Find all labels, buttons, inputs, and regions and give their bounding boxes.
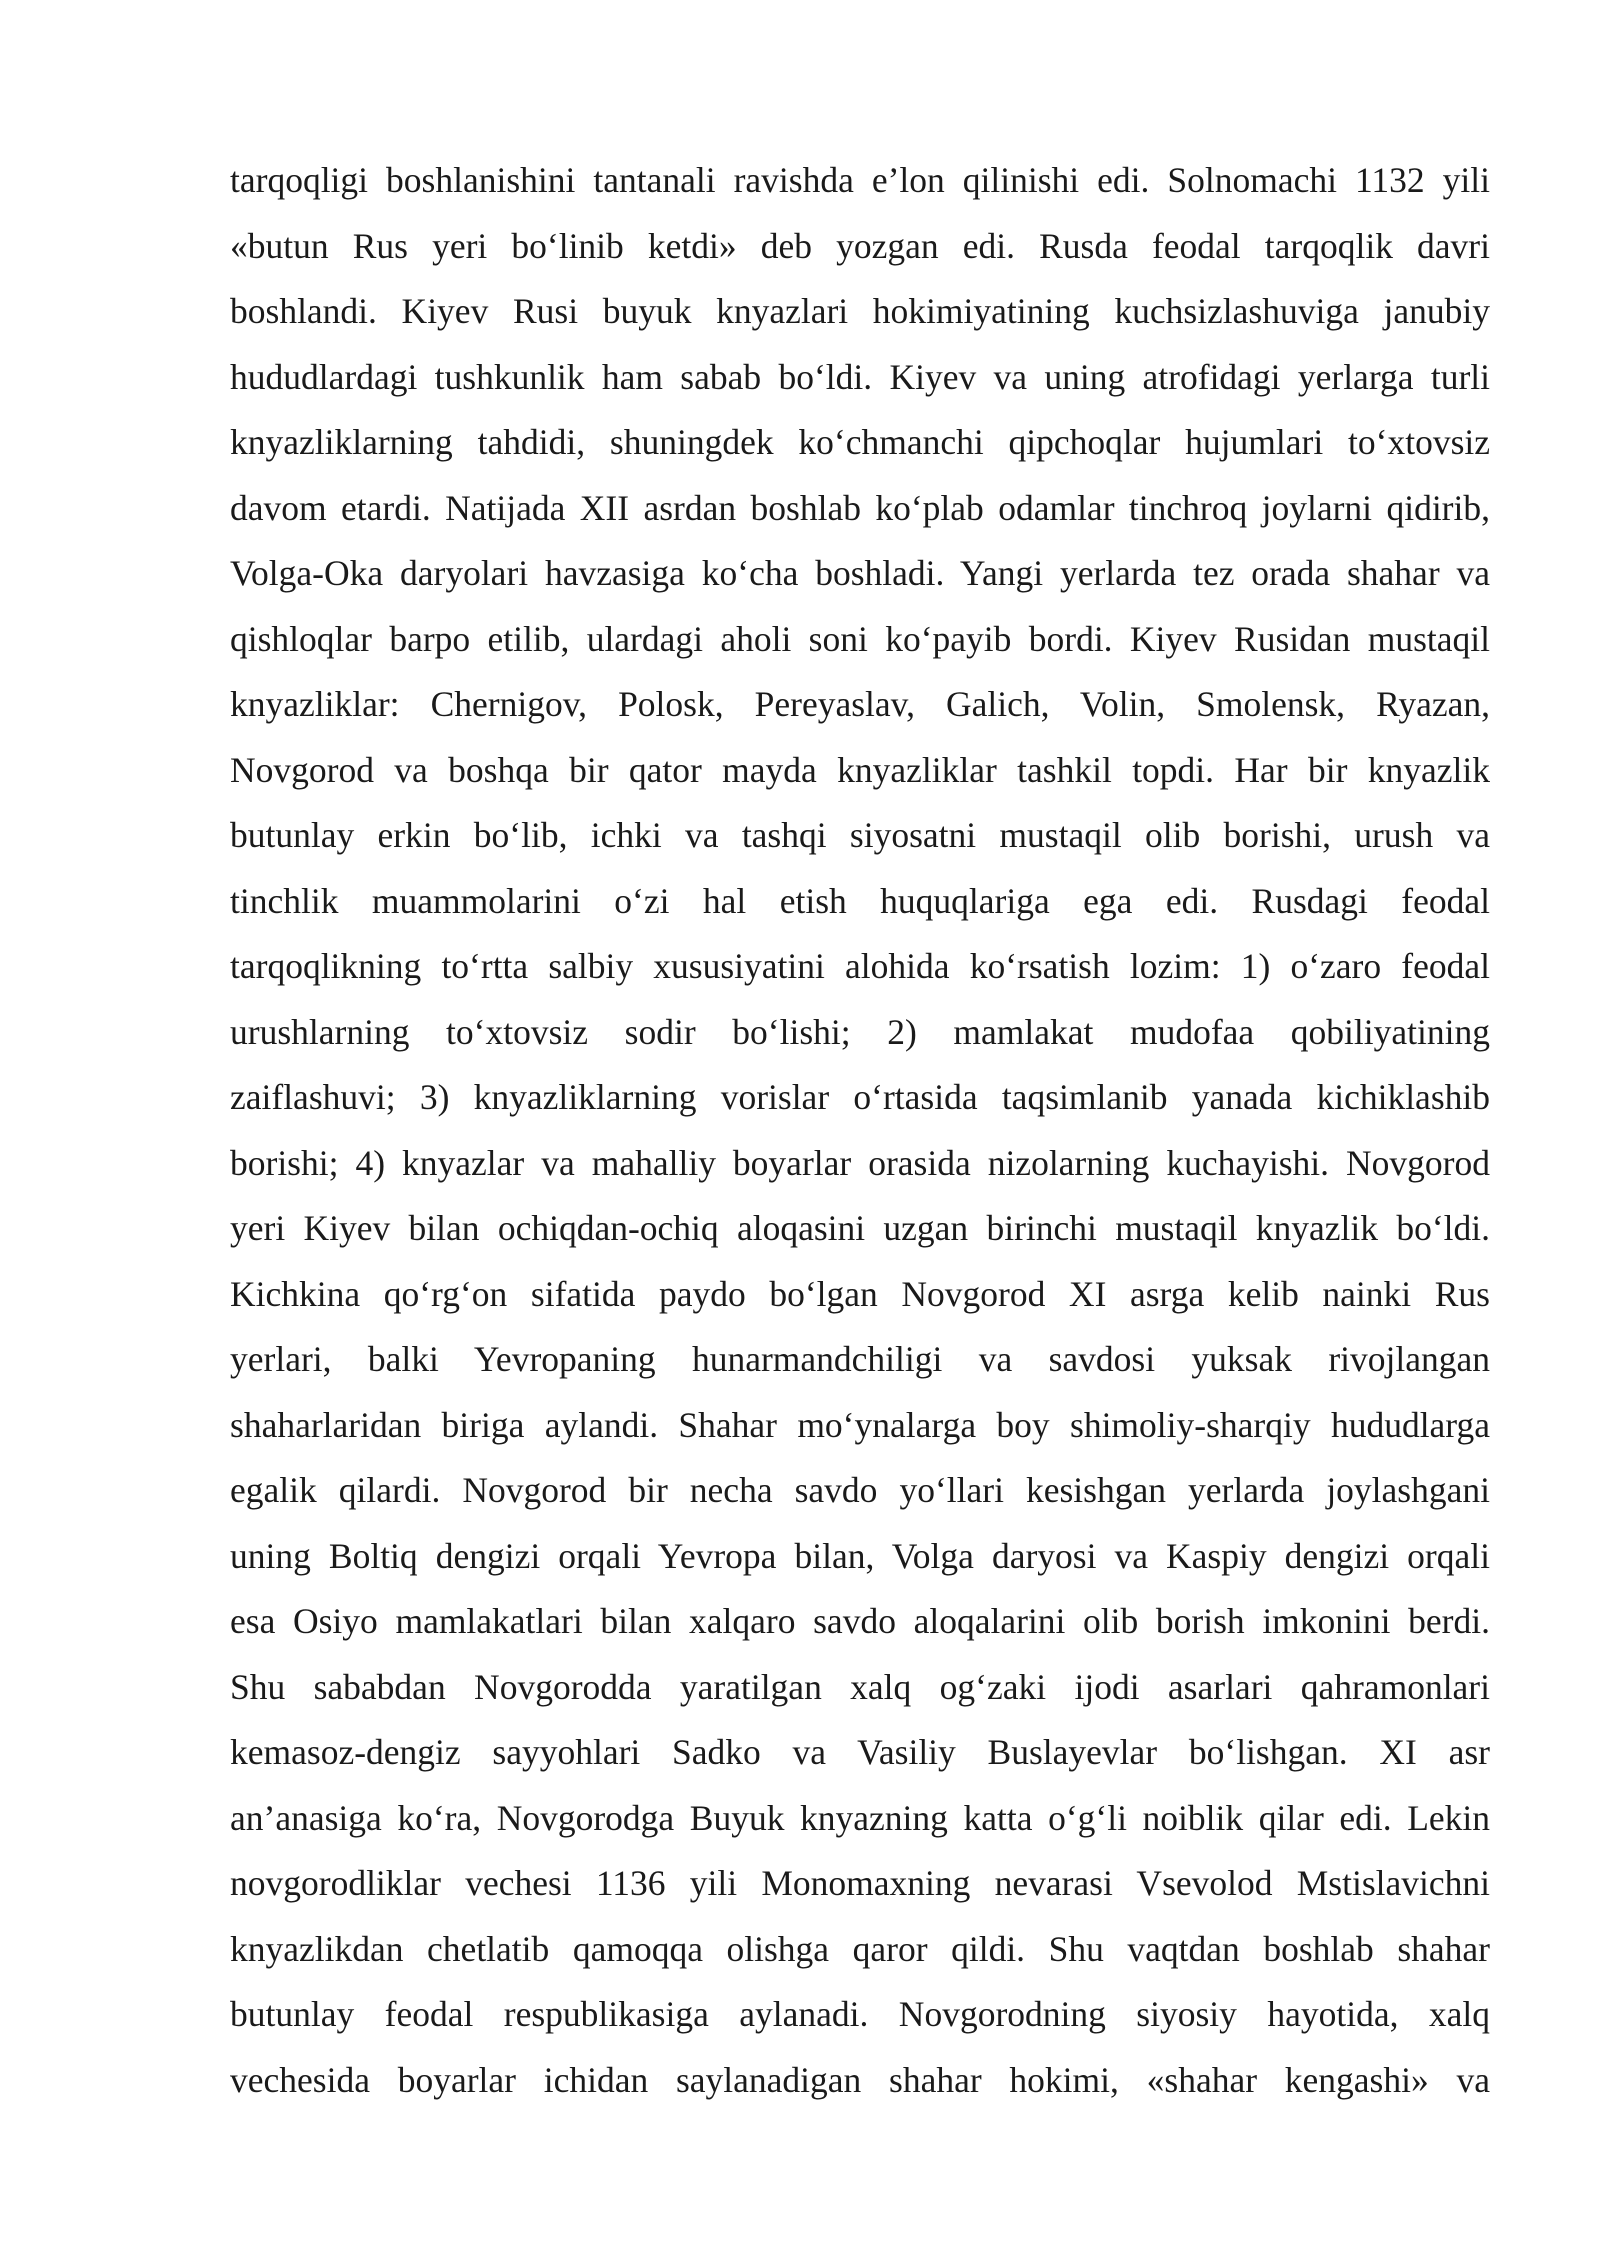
text-line: knyazliklar: Chernigov, Polosk, Pereyaslav, Galich, Volin, Smolensk, Ryazan, (230, 684, 1490, 724)
text-line: «butun Rus yeri bo‘linib ketdi» deb yozgan edi. Rusda feodal tarqoqlik davri (230, 225, 1490, 266)
text-line: esa Osiyo mamlakatlari bilan xalqaro savdo aloqalarini olib borish imkonini berdi. (230, 1601, 1490, 1641)
text-line: zaiflashuvi; 3) knyazliklarning vorislar o‘rtasida taqsimlanib yanada kichiklashib (230, 1077, 1490, 1117)
text-line: qishloqlar barpo etilib, ulardagi aholi soni ko‘payib bordi. Kiyev Rusidan mustaqil (230, 618, 1490, 659)
text-line: Novgorod va boshqa bir qator mayda knyazliklar tashkil topdi. Har bir knyazlik (230, 749, 1490, 790)
text-line: davom etardi. Natijada XII asrdan boshlab ko‘plab odamlar tinchroq joylarni qidirib, (230, 487, 1490, 528)
text-line: urushlarning to‘xtovsiz sodir bo‘lishi; 2) mamlakat mudofaa qobiliyatining (230, 1011, 1490, 1052)
text-line: an’anasiga ko‘ra, Novgorodga Buyuk knyazning katta o‘g‘li noiblik qilar edi. Lekin (230, 1797, 1490, 1838)
body-text (230, 148, 1490, 2113)
text-line: yerlari, balki Yevropaning hunarmandchiligi va savdosi yuksak rivojlangan (230, 1339, 1490, 1379)
text-line: uning Boltiq dengizi orqali Yevropa bilan, Volga daryosi va Kaspiy dengizi orqali (230, 1535, 1490, 1576)
text-line: vechesida boyarlar ichidan saylanadigan shahar hokimi, «shahar kengashi» va (230, 2059, 1490, 2100)
text-line: egalik qilardi. Novgorod bir necha savdo yo‘llari kesishgan yerlarda joylashgani (230, 1470, 1490, 1510)
text-line: tarqoqligi boshlanishini tantanali ravishda e’lon qilinishi edi. Solnomachi 1132 yili (230, 160, 1490, 200)
text-line: borishi; 4) knyazlar va mahalliy boyarlar orasida nizolarning kuchayishi. Novgorod (230, 1142, 1490, 1183)
text-line: yeri Kiyev bilan ochiqdan-ochiq aloqasini uzgan birinchi mustaqil knyazlik bo‘ldi. (230, 1208, 1490, 1248)
text-line: tarqoqlikning to‘rtta salbiy xususiyatini alohida ko‘rsatish lozim: 1) o‘zaro feodal (230, 946, 1490, 986)
text-line: novgorodliklar vechesi 1136 yili Monomaxning nevarasi Vsevolod Mstislavichni (230, 1863, 1490, 1903)
text-line: hududlardagi tushkunlik ham sabab bo‘ldi. Kiyev va uning atrofidagi yerlarga turli (230, 356, 1490, 397)
text-line: boshlandi. Kiyev Rusi buyuk knyazlari hokimiyatining kuchsizlashuviga janubiy (230, 291, 1490, 331)
text-line: Kichkina qo‘rg‘on sifatida paydo bo‘lgan Novgorod XI asrga kelib nainki Rus (230, 1273, 1490, 1314)
text-line: tinchlik muammolarini o‘zi hal etish huquqlariga ega edi. Rusdagi feodal (230, 880, 1490, 921)
text-line: kemasoz-dengiz sayyohlari Sadko va Vasiliy Buslayevlar bo‘lishgan. XI asr (230, 1732, 1490, 1772)
text-line: shaharlaridan biriga aylandi. Shahar mo‘ynalarga boy shimoliy-sharqiy hududlarga (230, 1404, 1490, 1445)
text-line: butunlay feodal respublikasiga aylanadi. Novgorodning siyosiy hayotida, xalq (230, 1994, 1490, 2034)
text-line: knyazlikdan chetlatib qamoqqa olishga qaror qildi. Shu vaqtdan boshlab shahar (230, 1928, 1490, 1969)
text-line: Volga-Oka daryolari havzasiga ko‘cha boshladi. Yangi yerlarda tez orada shahar va (230, 553, 1490, 593)
text-line: Shu sababdan Novgorodda yaratilgan xalq og‘zaki ijodi asarlari qahramonlari (230, 1666, 1490, 1707)
text-line: butunlay erkin bo‘lib, ichki va tashqi siyosatni mustaqil olib borishi, urush va (230, 815, 1490, 855)
text-line: knyazliklarning tahdidi, shuningdek ko‘chmanchi qipchoqlar hujumlari to‘xtovsiz (230, 422, 1490, 462)
